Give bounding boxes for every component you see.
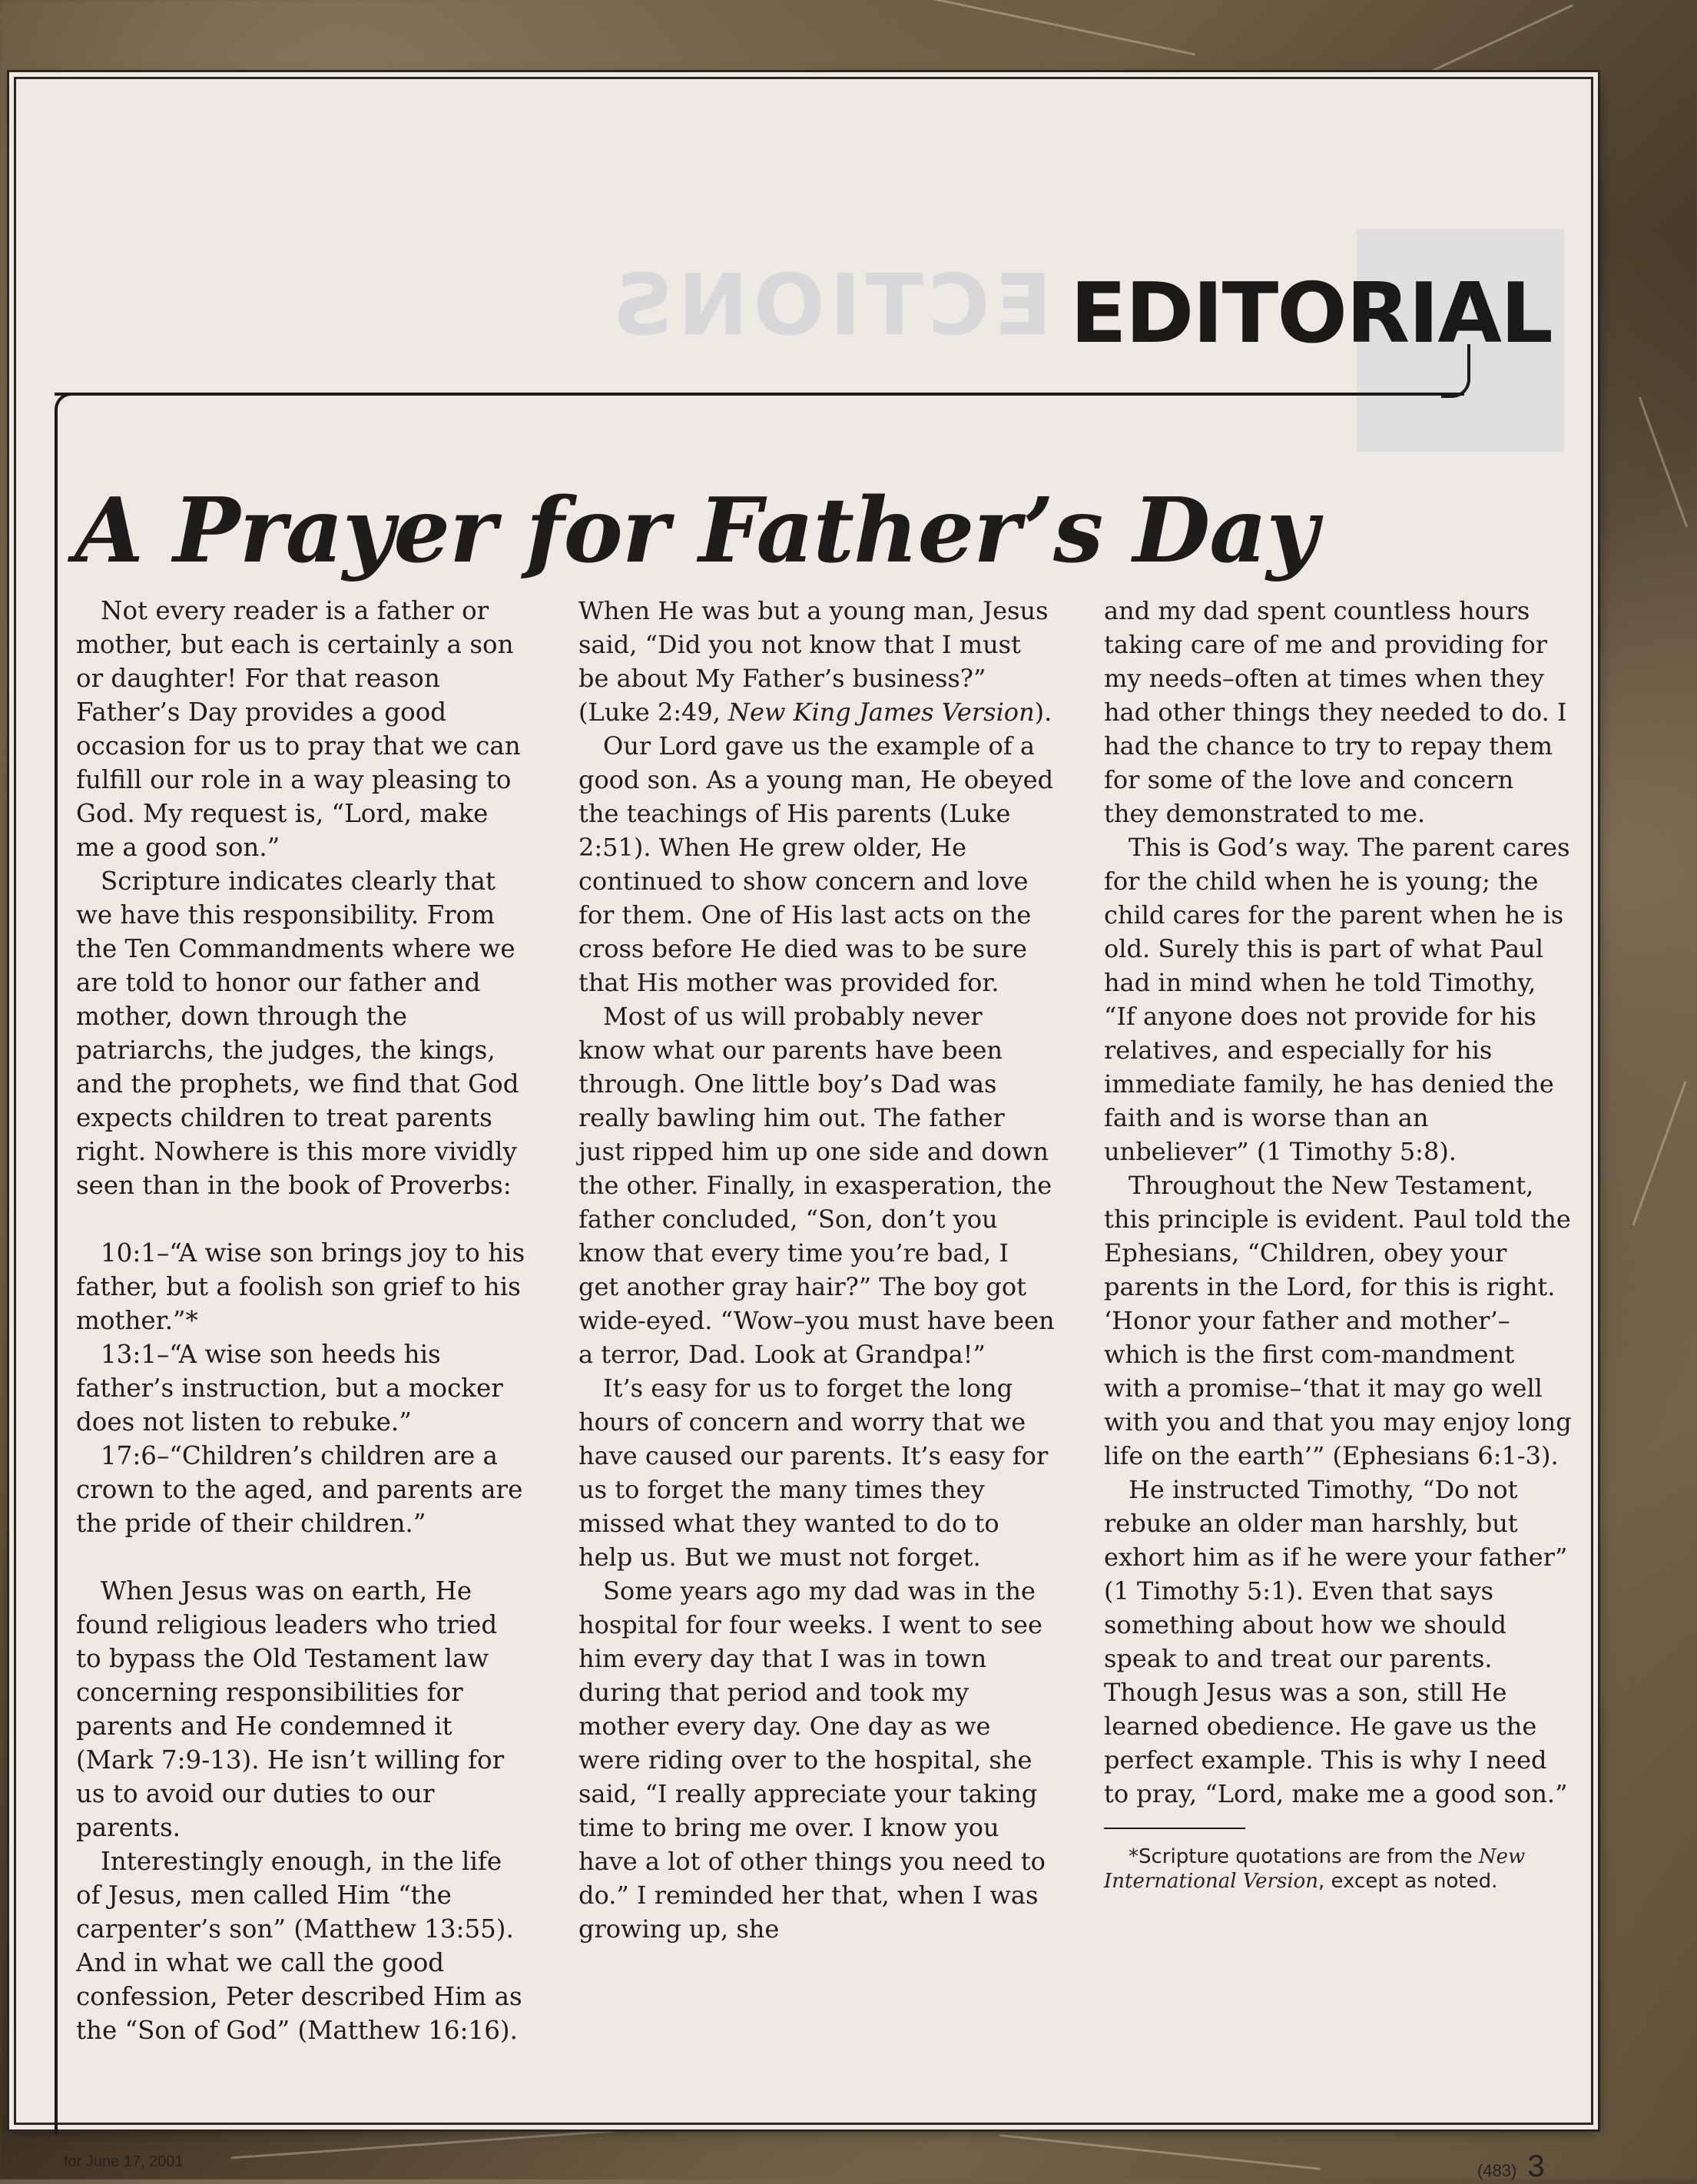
issue-date: for June 17, 2001	[64, 2153, 184, 2170]
paragraph: Some years ago my dad was in the hospital for four weeks. I went to see him every day that I was in town during that period and took my mother every day. One day as we were riding over to the hospital, she said, “I really appreciate your taking time to bring me over. I know you have a lot of other things you need to do.” I reminded her that, when I was growing up, she	[578, 1576, 1046, 1944]
footnote-rule	[1104, 1828, 1245, 1829]
marble-vein	[1639, 396, 1688, 527]
marble-vein	[999, 2134, 1321, 2170]
paragraph: Most of us will probably never know what our parents have been through. One little boy’s Dad was really bawling him out. The father just ripped him up one side and down the other. Finally, in exasperation, the father concluded, “Son, don’t you know that every time you’re bad, I get another gray hair?” The boy got wide-eyed. “Wow–you must have been a terror, Dad. Look at Grandpa!”	[578, 1002, 1055, 1369]
paragraph: Interestingly enough, in the life of Jesus, men called Him “the carpenter’s son” (Matthew 13:55). And in what we call the good confession, Peter described Him as the “Son of God” (Matthew 16:16).	[76, 1847, 522, 2045]
proverb-quote: 13:1–“A wise son heeds his father’s instruction, but a mocker does not listen to rebuke.”	[76, 1340, 503, 1437]
marble-vein	[231, 2130, 615, 2159]
folio-code: (483)	[1477, 2161, 1517, 2180]
marble-vein	[1632, 1081, 1686, 1226]
left-rule	[55, 409, 58, 2134]
paragraph: Not every reader is a father or mother, but each is certainly a son or daughter! For that reason Father’s Day provides a good occasion for us to pray that we can fulfill our role in a way pleasing to God. My request is, “Lord, make me a good son.”	[76, 596, 521, 862]
marble-vein	[910, 0, 1195, 55]
bleed-through-text: ECTIONS	[608, 256, 1052, 354]
magazine-page	[14, 77, 1593, 2183]
proverb-quote: 10:1–“A wise son brings joy to his father, but a foolish son grief to his mother.”*	[76, 1238, 525, 1335]
article-column-2	[578, 594, 1055, 1946]
paragraph: It’s easy for us to forget the long hours of concern and worry that we have caused our parents. It’s easy for us to forget the many times they missed what they wanted to do to help us. But we must not forget.	[578, 1374, 1049, 1572]
article-title: A Prayer for Father’s Day	[75, 479, 1317, 583]
paragraph: This is God’s way. The parent cares for the child when he is young; the child cares for the parent when he is old. Surely this is part of what Paul had in mind when he told Timothy, “If anyone does not provide for his relatives, and especially for his immediate family, he has denied the faith and is worse than an unbeliever” (1 Timothy 5:8).	[1104, 833, 1570, 1166]
header-rule	[55, 393, 1464, 396]
page-number: 3	[1527, 2149, 1545, 2183]
page-folio	[1477, 2149, 1545, 2184]
paragraph: Throughout the New Testament, this principle is evident. Paul told the Ephesians, “Children, obey your parents in the Lord, for this is right. ‘Honor your father and mother’–which is the first com-mandment with a promise–‘that it may go well with you and that you may enjoy long life on the earth’” (Ephesians 6:1-3).	[1104, 1171, 1572, 1470]
paragraph: He instructed Timothy, “Do not rebuke an older man harshly, but exhort him as if he were your father” (1 Timothy 5:1). Even that says something about how we should speak to and treat our parents. Though Jesus was a son, still He learned obedience. He gave us the perfect example. This is why I need to pray, “Lord, make me a good son.”	[1104, 1475, 1568, 1808]
article-column-3	[1104, 594, 1574, 1894]
paragraph: When He was but a young man, Jesus said, “Did you not know that I must be about My Father’s business?” (Luke 2:49, New King James Version).	[578, 596, 1052, 727]
article-column-1	[76, 594, 529, 2047]
paragraph: Our Lord gave us the example of a good son. As a young man, He obeyed the teachings of His parents (Luke 2:51). When He grew older, He continued to show concern and love for them. One of His last acts on the cross before He died was to be sure that His mother was provided for.	[578, 731, 1054, 997]
header-corner	[55, 393, 81, 419]
paragraph: and my dad spent countless hours taking care of me and providing for my needs–often at times when they had other things they needed to do. I had the chance to try to repay them for some of the love and concern they demonstrated to me.	[1104, 596, 1567, 828]
paragraph: Scripture indicates clearly that we have this responsibility. From the Ten Commandments where we are told to honor our father and mother, down through the patriarchs, the judges, the kings, and the prophets, we find that God expects children to treat parents right. Nowhere is this more vividly seen than in the book of Proverbs:	[76, 867, 519, 1200]
paragraph: When Jesus was on earth, He found religious leaders who tried to bypass the Old Testament law concerning responsibilities for parents and He condemned it (Mark 7:9-13). He isn’t willing for us to avoid our duties to our parents.	[76, 1576, 505, 1842]
section-heading-tail	[1441, 344, 1470, 398]
section-heading: EDITORIAL	[1070, 266, 1552, 362]
footnote: *Scripture quotations are from the New International Version, except as noted.	[1104, 1845, 1526, 1893]
proverb-quote: 17:6–“Children’s children are a crown to the aged, and parents are the pride of their children.”	[76, 1441, 523, 1538]
